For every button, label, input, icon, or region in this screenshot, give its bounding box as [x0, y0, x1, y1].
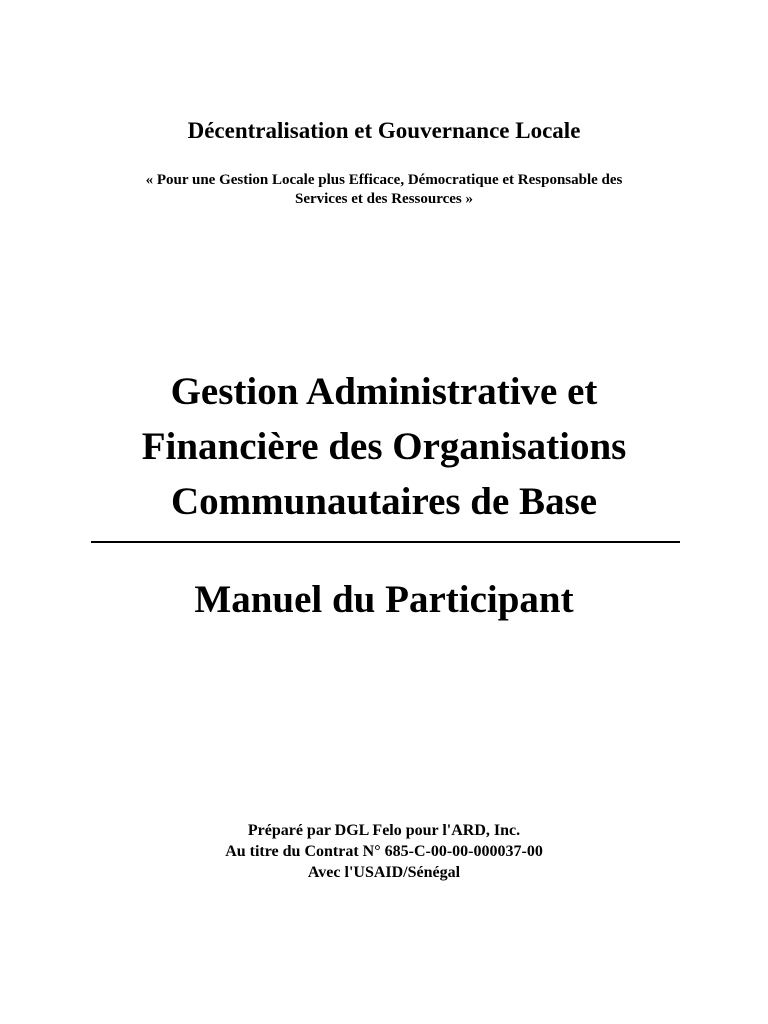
main-title-line: Communautaires de Base — [170, 480, 598, 523]
prepared-line: Préparé par DGL Felo pour l'ARD, Inc. — [247, 822, 521, 839]
main-title-line: Gestion Administrative et — [170, 370, 598, 413]
contract-line: Au titre du Contrat N° 685-C-00-00-000037-00 — [225, 843, 543, 860]
main-title-line: Financière des Organisations — [141, 425, 627, 468]
subtitle-line: « Pour une Gestion Locale plus Efficace, Démocratique et Responsable des — [145, 172, 623, 188]
manual-title: Manuel du Participant — [194, 578, 574, 621]
header-title: Décentralisation et Gouvernance Locale — [187, 118, 581, 143]
prepared-by-block — [0, 820, 768, 883]
horizontal-divider — [91, 541, 680, 543]
subtitle-line: Services et des Ressources » — [294, 191, 473, 207]
partner-line: Avec l'USAID/Sénégal — [307, 864, 461, 881]
main-title — [0, 364, 768, 529]
subtitle — [84, 171, 684, 209]
